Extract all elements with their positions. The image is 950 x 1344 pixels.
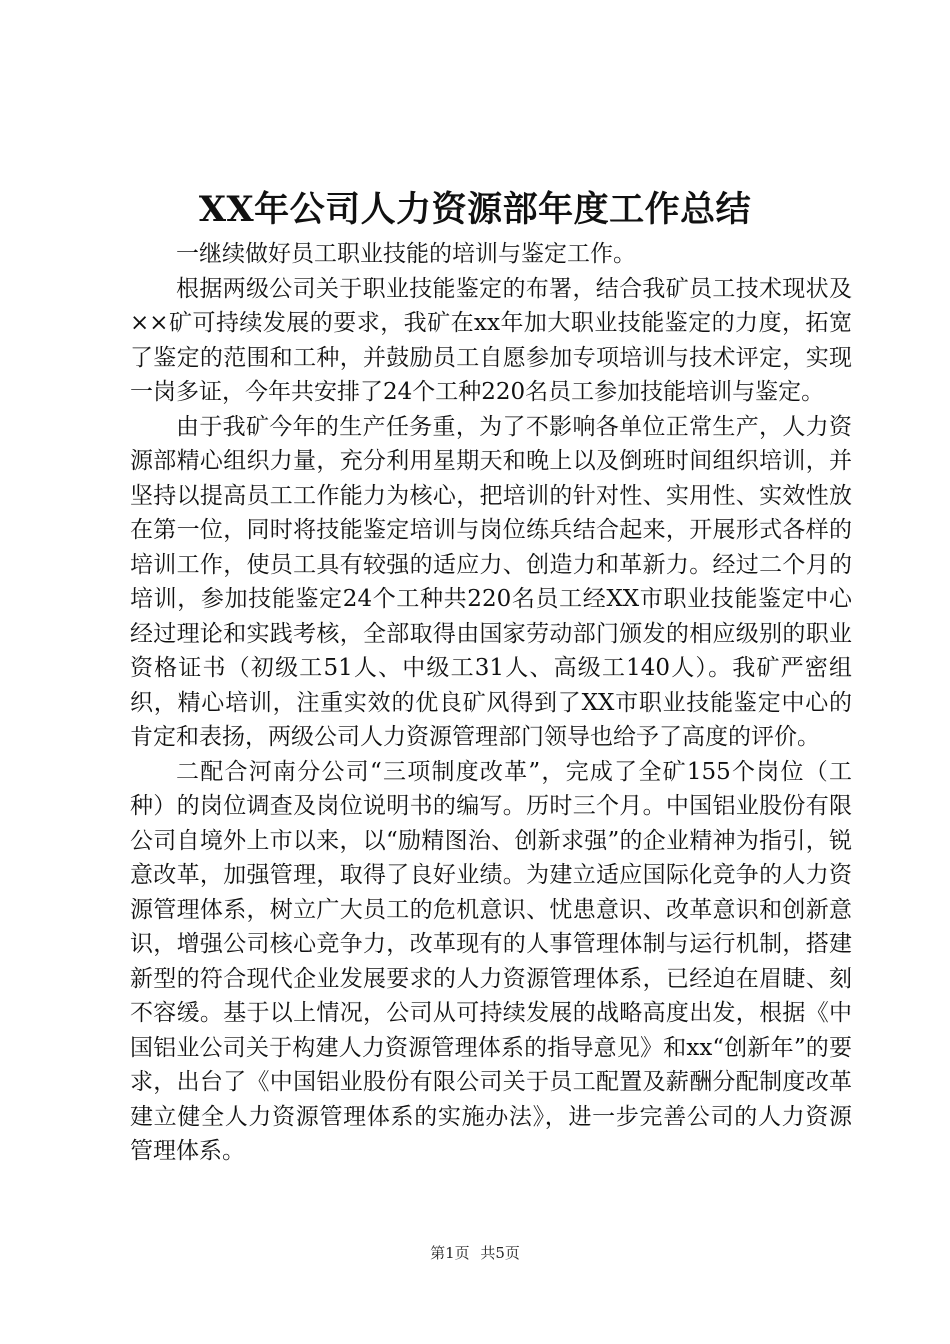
paragraph: 二配合河南分公司“三项制度改革”，完成了全矿155个岗位（工种）的岗位调查及岗位说明书的编写。历时三个月。中国铝业股份有限公司自境外上市以来，以“励精图治、创新求强”的企业精神为指引，锐意改革，加强管理，取得了良好业绩。为建立适应国际化竞争的人力资源管理体系，树立广大员工的危机意识、忧患意识、改革意识和创新意识，增强公司核心竞争力，改革现有的人事管理体制与运行机制，搭建新型的符合现代企业发展要求的人力资源管理体系，已经迫在眉睫、刻不容缓。基于以上情况，公司从可持续发展的战略高度出发，根据《中国铝业公司关于构建人力资源管理体系的指导意见》和xx“创新年”的要求，出台了《中国铝业股份有限公司关于员工配置及薪酬分配制度改革建立健全人力资源管理体系的实施办法》，进一步完善公司的人力资源管理体系。 [130, 758, 852, 1164]
page-footer [0, 1243, 950, 1263]
paragraph: 根据两级公司关于职业技能鉴定的布署，结合我矿员工技术现状及××矿可持续发展的要求，我矿在xx年加大职业技能鉴定的力度，拓宽了鉴定的范围和工种，并鼓励员工自愿参加专项培训与技术评定，实现一岗多证，今年共安排了24个工种220名员工参加技能培训与鉴定。 [130, 275, 852, 405]
page-total: 共5页 [480, 1244, 520, 1262]
document-body [130, 237, 852, 1169]
paragraph: 一继续做好员工职业技能的培训与鉴定工作。 [176, 241, 636, 267]
document-title: XX年公司人力资源部年度工作总结 [198, 189, 752, 230]
paragraph: 由于我矿今年的生产任务重，为了不影响各单位正常生产，人力资源部精心组织力量，充分利用星期天和晚上以及倒班时间组织培训，并坚持以提高员工工作能力为核心，把培训的针对性、实用性、实效性放在第一位，同时将技能鉴定培训与岗位练兵结合起来，开展形式各样的培训工作，使员工具有较强的适应力、创造力和革新力。经过二个月的培训，参加技能鉴定24个工种共220名员工经XX市职业技能鉴定中心经过理论和实践考核，全部取得由国家劳动部门颁发的相应级别的职业资格证书（初级工51人、中级工31人、高级工140人）。我矿严密组织，精心培训，注重实效的优良矿风得到了XX市职业技能鉴定中心的肯定和表扬，两级公司人力资源管理部门领导也给予了高度的评价。 [130, 413, 852, 750]
page-number: 第1页 [430, 1244, 470, 1262]
